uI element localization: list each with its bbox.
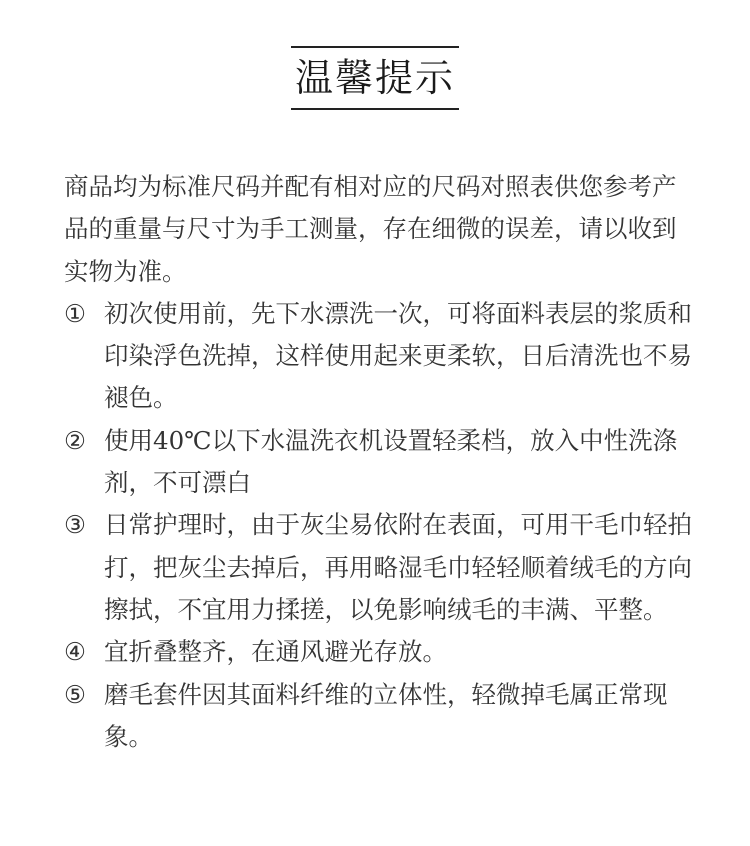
item-number: ①	[64, 298, 86, 328]
item-number: ⑤	[64, 679, 86, 709]
list-item	[64, 420, 694, 505]
item-number: ②	[64, 425, 86, 455]
list-item	[64, 293, 694, 420]
intro-paragraph: 商品均为标准尺码并配有相对应的尺码对照表供您参考产品的重量与尺寸为手工测量，存在细微的误差，请以收到实物为准。	[64, 172, 677, 286]
list-item	[64, 674, 694, 759]
page-title: 温馨提示	[294, 56, 455, 100]
instruction-list	[64, 293, 694, 758]
item-text: 使用40℃以下水温洗衣机设置轻柔档，放入中性洗涤剂，不可漂白	[104, 425, 678, 498]
item-text: 初次使用前，先下水漂洗一次，可将面料表层的浆质和印染浮色洗掉，这样使用起来更柔软，日后清洗也不易褪色。	[104, 298, 692, 413]
item-number: ④	[64, 637, 86, 667]
list-item	[64, 631, 694, 673]
item-text: 磨毛套件因其面料纤维的立体性，轻微掉毛属正常现象。	[104, 679, 668, 751]
item-text: 日常护理时，由于灰尘易依附在表面，可用干毛巾轻拍打，把灰尘去掉后，再用略湿毛巾轻轻顺着绒毛的方向擦拭，不宜用力揉搓，以免影响绒毛的丰满、平整。	[104, 510, 692, 624]
item-number: ③	[64, 510, 86, 540]
item-text: 宜折叠整齐，在通风避光存放。	[104, 637, 447, 667]
title-frame	[291, 46, 459, 110]
care-instructions	[64, 166, 694, 758]
list-item	[64, 504, 694, 631]
